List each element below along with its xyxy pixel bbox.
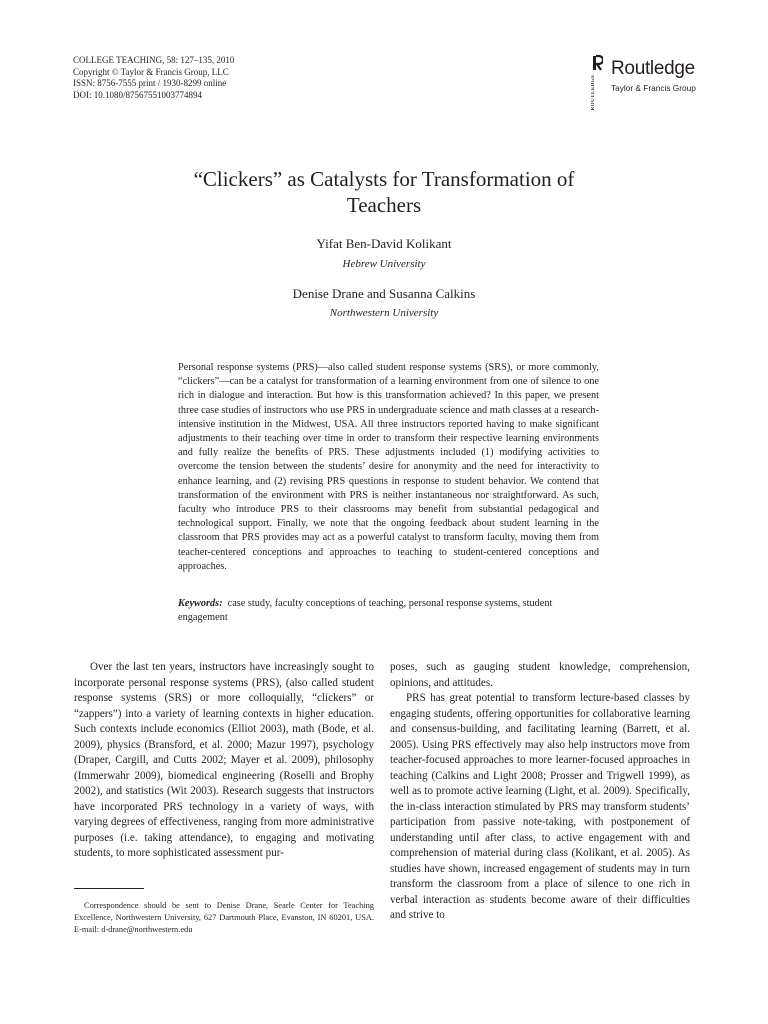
article-title-line-2: Teachers [346, 193, 422, 217]
keywords-text: case study, faculty conceptions of teaching, personal response systems, student engagement [178, 598, 553, 624]
copyright-line: Copyright © Taylor & Francis Group, LLC [73, 66, 229, 77]
journal-header [73, 55, 234, 101]
issn-line: ISSN: 8756-7555 print / 1930-8299 online [73, 78, 227, 88]
author-1: Yifat Ben-David Kolikant [316, 236, 452, 251]
article-title [100, 166, 668, 218]
journal-citation: COLLEGE TEACHING, 58: 127–135, 2010 [73, 55, 235, 65]
publisher-logo [591, 54, 711, 111]
keywords [178, 597, 599, 625]
publisher-group: Taylor & Francis Group [611, 83, 696, 93]
correspondence-footnote: Correspondence should be sent to Denise Drane, Searle Center for Teaching Excellence, Northwestern University, 627 Dartmouth Place, Evanston, IN 60201, USA. E-mail: d-drane@northwestern.edu [74, 901, 374, 934]
affiliation-2: Northwestern University [329, 307, 439, 319]
doi-line: DOI: 10.1080/87567551003774894 [73, 89, 202, 100]
body-paragraph: Over the last ten years, instructors have increasingly sought to incorporate personal response systems (PRS), (also called student response systems (SRS) or more colloquially, “clickers” or “zappers”) into a variety of learning contexts in higher education. Such contexts include economics (Elliot 2003), math (Bode, et al. 2009), physics (Bransford, et al. 2000; Mazur 1997), psychology (Draper, Cargill, and Cutts 2002; Mayer et al. 2009), philosophy (Immerwahr 2009), biomedical engineering (Roselli and Brophy 2002), and statistics (Wit 2003). Research suggests that instructors have incorporated PRS technology in a variety of ways, with varying degrees of effectiveness, ranging from more administrative purposes (i.e. taking attendance), to engaging and motivating students, to more sophisticated assessment pur- [74, 661, 374, 859]
body-paragraph-continued: poses, such as gauging student knowledge, comprehension, opinions, and attitudes. [390, 661, 690, 689]
publisher-name: Routledge [611, 58, 695, 79]
footnote-divider [74, 888, 144, 889]
article-title-line-1: “Clickers” as Catalysts for Transformation of [193, 167, 575, 191]
publisher-vertical-text: ROUTLEDGE [591, 74, 596, 111]
body-column-right [390, 660, 690, 924]
body-column-left [74, 660, 374, 862]
body-paragraph: PRS has great potential to transform lecture-based classes by engaging students, offering opportunities for collaborative learning and consensus-building, and facilitating learning (Barrett, et al. 2005). Using PRS effectively may also help instructors move from teacher-focused approaches to more learner-focused approaches in teaching (Calkins and Light 2008; Prosser and Trigwell 1999), as well as to promote active learning (Light, et al. 2009). Specifically, the in-class interaction stimulated by PRS may transform students’ participation from passive note-taking, with postponement of understanding until after class, to active engagement with and comprehension of material during class (Kolikant, et al. 2005). As studies have shown, increased engagement of students may in turn transform the classroom from a place of silence to one rich in verbal interaction as students become aware of their difficulties and strive to [390, 692, 690, 921]
author-2: Denise Drane and Susanna Calkins [292, 286, 476, 301]
abstract: Personal response systems (PRS)—also called student response systems (SRS), or more commonly, “clickers”—can be a catalyst for transformation of a learning environment from one of silence to one rich in dialogue and interaction. But how is this transformation achieved? In this paper, we present three case studies of instructors who use PRS in undergraduate science and math classes at a research-intensive institution in the Midwest, USA. All three instructors reported having to make significant adjustments to their teaching over time in order to transform their respective learning environments and fully realize the benefits of PRS. These adjustments included (1) modifying activities to overcome the tension between the students’ desire for anonymity and the need for interactivity to enhance learning, and (2) revising PRS questions in response to student behavior. We contend that transformation of the environment with PRS is neither instantaneous nor straightforward. As such, faculty who introduce PRS to their classrooms may benefit from substantial pedagogical and technological support. Finally, we note that the ongoing feedback about student learning in the classroom that PRS provides may act as a powerful catalyst to transform faculty, moving them from teacher-centered conceptions and approaches to teaching to student-centered conceptions and approaches. [178, 362, 599, 572]
keywords-label: Keywords: [178, 598, 223, 609]
affiliation-1: Hebrew University [342, 258, 426, 270]
